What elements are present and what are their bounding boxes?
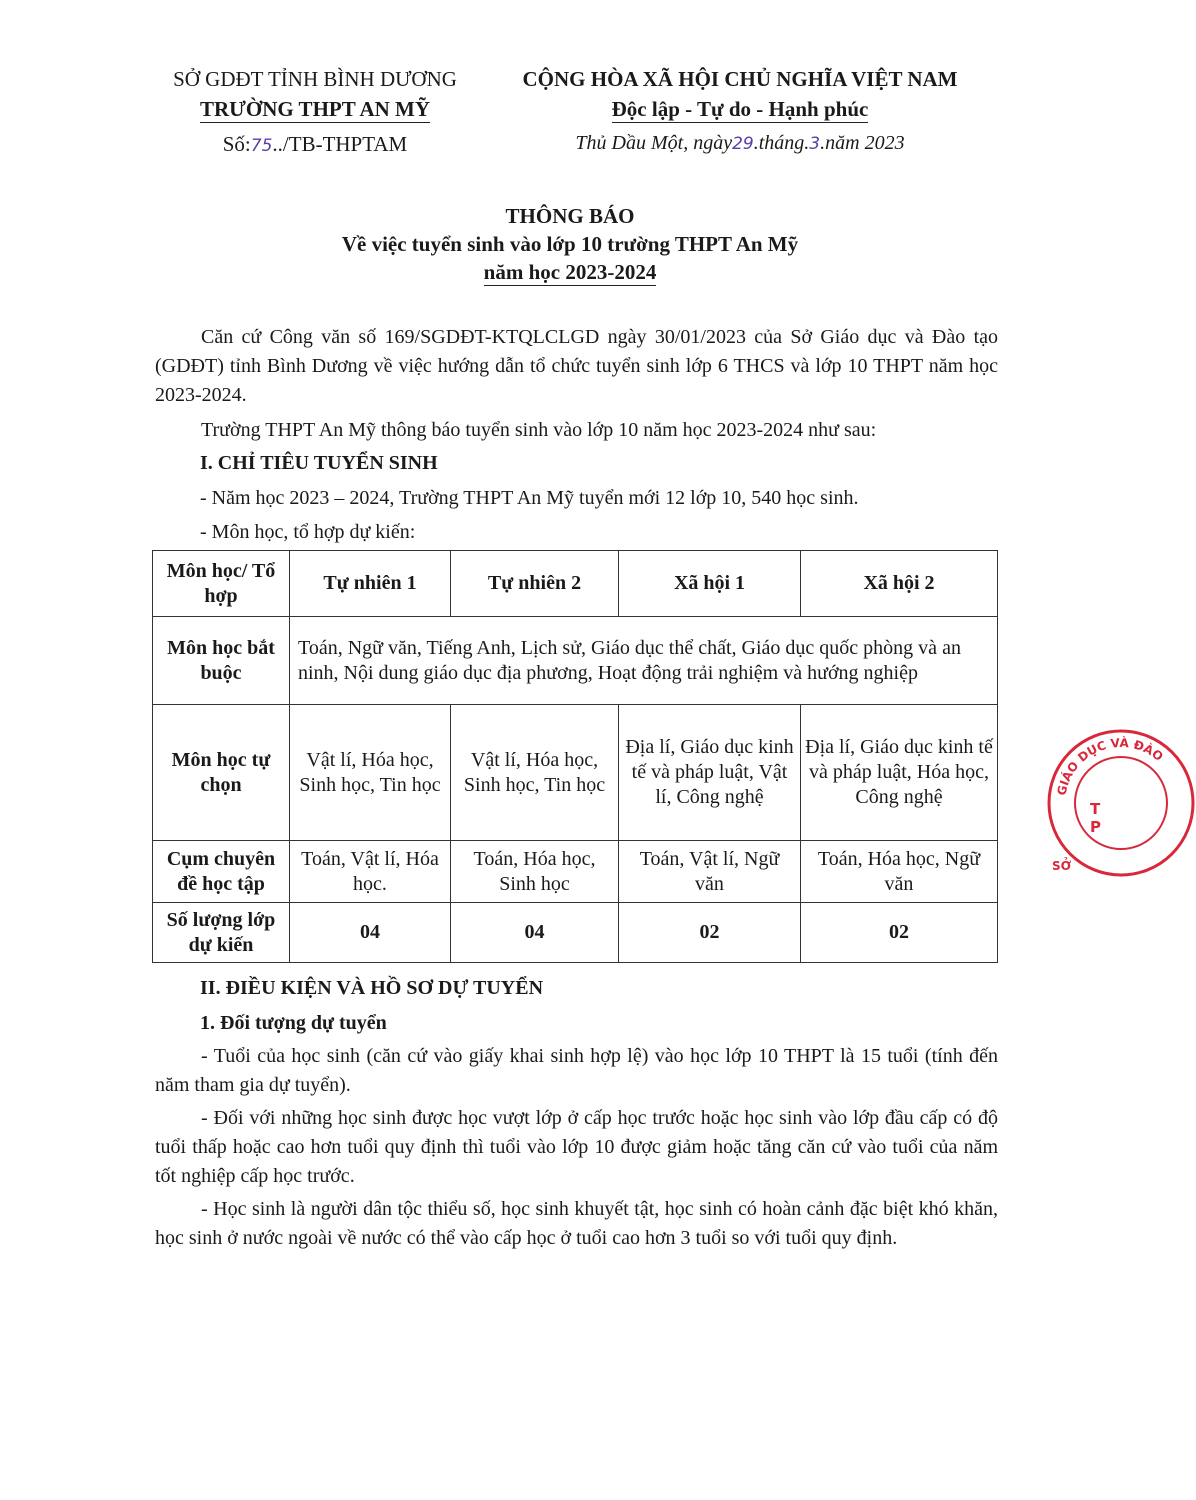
table-cell: Toán, Vật lí, Ngữ văn (619, 841, 801, 903)
intro-paragraph-1: Căn cứ Công văn số 169/SGDĐT-KTQLCLGD ngày 30/01/2023 của Sở Giáo dục và Đào tạo (GDĐT) tỉnh Bình Dương về việc hướng dẫn tổ chức tuyển sinh lớp 6 THCS và lớp 10 THPT năm học 2023-2024. (155, 326, 998, 406)
stamp-bottom-text: SỞ (1052, 859, 1072, 873)
table-header-cell: Môn học/ Tổ hợp (153, 551, 290, 617)
table-cell: 02 (801, 903, 998, 963)
table-header-row (153, 551, 998, 617)
table-cell: Vật lí, Hóa học, Sinh học, Tin học (451, 705, 619, 841)
table-header-cell: Tự nhiên 2 (451, 551, 619, 617)
handwritten-day: 29 (732, 134, 754, 154)
section-2-paragraph-2: - Đối với những học sinh được học vượt lớp ở cấp học trước hoặc học sinh vào lớp đầu cấp có độ tuổi thấp hoặc cao hơn tuổi quy định thì tuổi vào lớp 10 được giảm hoặc tăng căn cứ vào tuổi của năm tốt nghiệp cấp học trước. (155, 1107, 998, 1187)
row-label: Số lượng lớp dự kiến (153, 903, 290, 963)
table-cell: 02 (619, 903, 801, 963)
row-label: Môn học tự chọn (153, 705, 290, 841)
table-row (153, 617, 998, 705)
required-subjects-cell: Toán, Ngữ văn, Tiếng Anh, Lịch sử, Giáo dục thể chất, Giáo dục quốc phòng và an ninh, Nội dung giáo dục địa phương, Hoạt động trải nghiệm và hướng nghiệp (290, 617, 998, 705)
section-1-line-1: - Năm học 2023 – 2024, Trường THPT An Mỹ tuyển mới 12 lớp 10, 540 học sinh. (200, 487, 859, 509)
intro-paragraph-2: Trường THPT An Mỹ thông báo tuyển sinh vào lớp 10 năm học 2023-2024 như sau: (201, 419, 877, 441)
stamp-arc-text: GIÁO DỤC VÀ ĐÀO (1054, 735, 1166, 797)
stamp-inner-ring (1075, 757, 1167, 849)
title-line-1: THÔNG BÁO (505, 204, 635, 228)
school-name: TRƯỜNG THPT AN MỸ (199, 97, 431, 121)
handwritten-month: 3 (809, 134, 821, 154)
motto: Độc lập - Tự do - Hạnh phúc (611, 97, 869, 121)
stamp-inner-text-2: P (1090, 818, 1101, 836)
table-cell: 04 (290, 903, 451, 963)
row-label: Môn học bắt buộc (153, 617, 290, 705)
document-title (150, 202, 990, 286)
section-2-paragraph-1: - Tuổi của học sinh (căn cứ vào giấy khai sinh hợp lệ) vào học lớp 10 THPT là 15 tuổi (tính đến năm tham gia dự tuyển). (155, 1045, 998, 1096)
subject-combination-table (152, 550, 998, 963)
section-2-subheading: 1. Đối tượng dự tuyển (200, 1012, 387, 1034)
table-row (153, 841, 998, 903)
table-cell: Toán, Hóa học, Sinh học (451, 841, 619, 903)
handwritten-number: 75 (250, 136, 273, 156)
title-line-3: năm học 2023-2024 (483, 260, 657, 284)
table-cell: Địa lí, Giáo dục kinh tế và pháp luật, Vật lí, Công nghệ (619, 705, 801, 841)
official-stamp (1046, 728, 1196, 878)
table-row (153, 903, 998, 963)
section-2-heading: II. ĐIỀU KIỆN VÀ HỒ SƠ DỰ TUYỂN (200, 977, 544, 999)
table-header-cell: Xã hội 2 (801, 551, 998, 617)
table-cell: Toán, Hóa học, Ngữ văn (801, 841, 998, 903)
title-line-2: Về việc tuyển sinh vào lớp 10 trường THPT An Mỹ (341, 232, 799, 256)
section-1-heading: I. CHỈ TIÊU TUYỂN SINH (200, 452, 438, 474)
section-2-paragraph-3: - Học sinh là người dân tộc thiểu số, học sinh khuyết tật, học sinh có hoàn cảnh đặc biệt khó khăn, học sinh ở nước ngoài về nước có thể vào cấp học ở tuổi cao hơn 3 tuổi so với tuổi quy định. (155, 1198, 998, 1249)
date-line: Thủ Dầu Một, ngày29.tháng.3.năm 2023 (575, 132, 905, 154)
stamp-inner-text-1: T (1090, 800, 1101, 818)
table-row (153, 705, 998, 841)
national-motto-block (495, 64, 985, 155)
stamp-outer-ring (1049, 731, 1193, 875)
table-cell: Vật lí, Hóa học, Sinh học, Tin học (290, 705, 451, 841)
section-1-line-2: - Môn học, tổ hợp dự kiến: (200, 521, 416, 543)
table-cell: 04 (451, 903, 619, 963)
table-header-cell: Xã hội 1 (619, 551, 801, 617)
table-cell: Địa lí, Giáo dục kinh tế và pháp luật, Hóa học, Công nghệ (801, 705, 998, 841)
table-cell: Toán, Vật lí, Hóa học. (290, 841, 451, 903)
table-header-cell: Tự nhiên 1 (290, 551, 451, 617)
document-number: Số:75../TB-THPTAM (222, 132, 408, 156)
row-label: Cụm chuyên đề học tập (153, 841, 290, 903)
department-name: SỞ GDĐT TỈNH BÌNH DƯƠNG (173, 67, 457, 91)
issuer-block (150, 64, 480, 157)
country-name: CỘNG HÒA XÃ HỘI CHỦ NGHĨA VIỆT NAM (522, 67, 958, 91)
